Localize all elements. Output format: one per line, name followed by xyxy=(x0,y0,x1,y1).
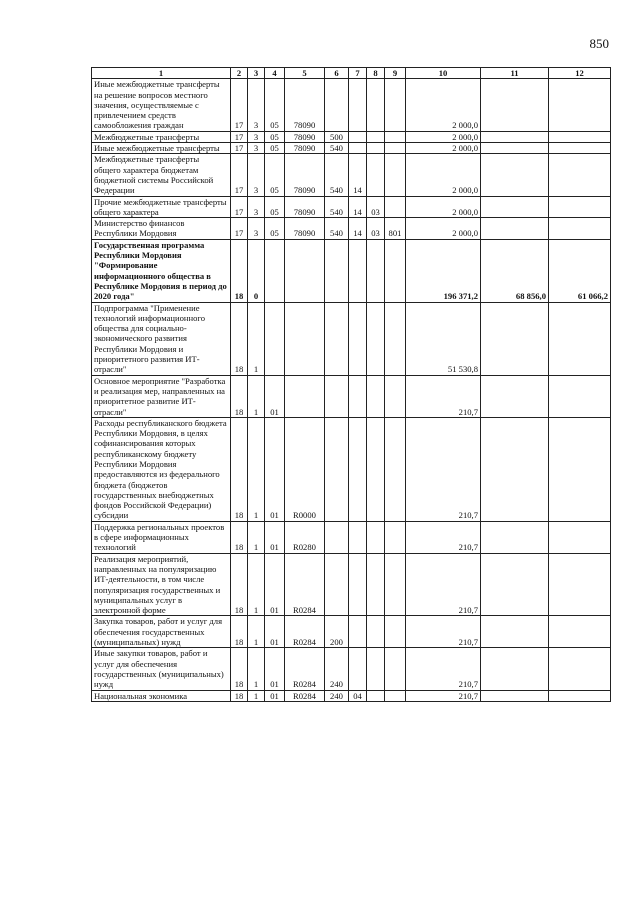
row-cell-5: R0284 xyxy=(285,690,325,701)
row-cell-2: 18 xyxy=(231,553,248,616)
row-cell-4: 01 xyxy=(265,553,285,616)
row-cell-4: 01 xyxy=(265,690,285,701)
row-cell-12 xyxy=(549,690,611,701)
row-cell-10: 2 000,0 xyxy=(406,143,481,154)
row-cell-7: 14 xyxy=(349,218,367,240)
row-cell-6 xyxy=(325,239,349,302)
row-cell-10: 2 000,0 xyxy=(406,131,481,142)
row-cell-2: 17 xyxy=(231,196,248,218)
row-description: Государственная программа Республики Мордовия "Формирование информационного общества в Республике Мордовия в период до 2020 года" xyxy=(92,239,231,302)
row-cell-11 xyxy=(481,143,549,154)
row-description: Расходы республиканского бюджета Республики Мордовия, в целях софинансирования которых республиканскому бюджету Республики Мордовия предоставляются из федерального бюджета (бюджетов государственных внебюджетных фондов Российской Федерации) субсидии xyxy=(92,417,231,521)
row-cell-2: 18 xyxy=(231,375,248,417)
row-cell-9 xyxy=(385,553,406,616)
row-cell-8 xyxy=(367,239,385,302)
row-cell-7: 14 xyxy=(349,154,367,196)
row-cell-12 xyxy=(549,648,611,690)
row-cell-9: 801 xyxy=(385,218,406,240)
row-cell-9 xyxy=(385,196,406,218)
row-cell-8 xyxy=(367,417,385,521)
row-cell-7 xyxy=(349,302,367,375)
row-cell-11 xyxy=(481,196,549,218)
row-cell-4: 01 xyxy=(265,616,285,648)
budget-table xyxy=(91,67,611,702)
row-cell-7 xyxy=(349,521,367,553)
row-cell-3: 0 xyxy=(248,239,265,302)
row-cell-5: 78090 xyxy=(285,196,325,218)
row-cell-12 xyxy=(549,302,611,375)
column-header: 11 xyxy=(481,68,549,79)
row-cell-8 xyxy=(367,375,385,417)
column-header: 7 xyxy=(349,68,367,79)
row-cell-10: 210,7 xyxy=(406,648,481,690)
row-cell-6: 540 xyxy=(325,218,349,240)
row-cell-4: 01 xyxy=(265,417,285,521)
row-cell-5: 78090 xyxy=(285,131,325,142)
row-cell-4: 05 xyxy=(265,79,285,131)
row-cell-10: 210,7 xyxy=(406,521,481,553)
row-cell-6: 240 xyxy=(325,690,349,701)
column-header: 6 xyxy=(325,68,349,79)
row-cell-8 xyxy=(367,143,385,154)
row-cell-11 xyxy=(481,553,549,616)
row-cell-10: 210,7 xyxy=(406,616,481,648)
row-cell-11 xyxy=(481,690,549,701)
row-cell-6 xyxy=(325,417,349,521)
row-cell-2: 18 xyxy=(231,616,248,648)
row-cell-11: 68 856,0 xyxy=(481,239,549,302)
row-cell-3: 3 xyxy=(248,218,265,240)
row-cell-6 xyxy=(325,553,349,616)
row-cell-2: 18 xyxy=(231,648,248,690)
row-cell-3: 3 xyxy=(248,131,265,142)
row-cell-4: 05 xyxy=(265,131,285,142)
row-cell-12 xyxy=(549,417,611,521)
row-description: Министерство финансов Республики Мордовия xyxy=(92,218,231,240)
row-cell-10: 210,7 xyxy=(406,553,481,616)
row-cell-7 xyxy=(349,375,367,417)
row-cell-5: R0280 xyxy=(285,521,325,553)
row-cell-3: 3 xyxy=(248,196,265,218)
row-cell-3: 1 xyxy=(248,302,265,375)
table-row xyxy=(92,218,611,240)
row-cell-12 xyxy=(549,143,611,154)
row-cell-2: 18 xyxy=(231,521,248,553)
table-row xyxy=(92,154,611,196)
column-header: 10 xyxy=(406,68,481,79)
row-cell-4 xyxy=(265,239,285,302)
row-cell-12 xyxy=(549,553,611,616)
table-row xyxy=(92,553,611,616)
row-cell-3: 3 xyxy=(248,154,265,196)
row-cell-8 xyxy=(367,154,385,196)
row-cell-8 xyxy=(367,616,385,648)
row-description: Иные межбюджетные трансферты xyxy=(92,143,231,154)
row-cell-6: 240 xyxy=(325,648,349,690)
table-row xyxy=(92,143,611,154)
row-description: Основное мероприятие "Разработка и реализация мер, направленных на приоритетное развитие ИТ-отрасли" xyxy=(92,375,231,417)
row-cell-11 xyxy=(481,417,549,521)
row-cell-8 xyxy=(367,131,385,142)
row-cell-5 xyxy=(285,302,325,375)
row-cell-10: 2 000,0 xyxy=(406,196,481,218)
row-cell-9 xyxy=(385,616,406,648)
table-row xyxy=(92,196,611,218)
row-cell-2: 17 xyxy=(231,154,248,196)
table-row xyxy=(92,648,611,690)
row-cell-5 xyxy=(285,375,325,417)
row-cell-5: R0284 xyxy=(285,616,325,648)
row-cell-6 xyxy=(325,375,349,417)
table-row xyxy=(92,79,611,131)
row-cell-3: 1 xyxy=(248,690,265,701)
row-cell-7 xyxy=(349,143,367,154)
row-cell-3: 3 xyxy=(248,143,265,154)
row-cell-10: 210,7 xyxy=(406,417,481,521)
row-cell-8: 03 xyxy=(367,218,385,240)
row-cell-5: R0000 xyxy=(285,417,325,521)
row-description: Иные межбюджетные трансферты на решение вопросов местного значения, осуществляемые с привлечением средств самообложения граждан xyxy=(92,79,231,131)
row-cell-8 xyxy=(367,79,385,131)
row-cell-9 xyxy=(385,131,406,142)
row-cell-9 xyxy=(385,375,406,417)
row-cell-7: 04 xyxy=(349,690,367,701)
row-cell-6: 540 xyxy=(325,143,349,154)
row-cell-7 xyxy=(349,239,367,302)
row-cell-9 xyxy=(385,521,406,553)
row-cell-2: 18 xyxy=(231,417,248,521)
row-cell-6 xyxy=(325,79,349,131)
row-cell-7 xyxy=(349,648,367,690)
row-cell-12 xyxy=(549,196,611,218)
row-cell-9 xyxy=(385,143,406,154)
column-header: 12 xyxy=(549,68,611,79)
row-cell-10: 2 000,0 xyxy=(406,79,481,131)
row-cell-8 xyxy=(367,553,385,616)
row-cell-6: 500 xyxy=(325,131,349,142)
row-cell-5: R0284 xyxy=(285,648,325,690)
row-cell-12 xyxy=(549,154,611,196)
row-cell-6: 200 xyxy=(325,616,349,648)
row-cell-4: 05 xyxy=(265,196,285,218)
row-description: Межбюджетные трансферты общего характера бюджетам бюджетной системы Российской Федерации xyxy=(92,154,231,196)
column-header: 2 xyxy=(231,68,248,79)
row-cell-4: 05 xyxy=(265,143,285,154)
column-header: 1 xyxy=(92,68,231,79)
table-row xyxy=(92,375,611,417)
table-row xyxy=(92,690,611,701)
row-cell-8 xyxy=(367,690,385,701)
row-cell-4 xyxy=(265,302,285,375)
row-cell-10: 210,7 xyxy=(406,690,481,701)
row-cell-5: 78090 xyxy=(285,218,325,240)
row-cell-3: 1 xyxy=(248,553,265,616)
row-cell-4: 01 xyxy=(265,648,285,690)
row-cell-11 xyxy=(481,521,549,553)
row-cell-5: R0284 xyxy=(285,553,325,616)
row-cell-9 xyxy=(385,79,406,131)
column-header: 5 xyxy=(285,68,325,79)
row-cell-4: 01 xyxy=(265,521,285,553)
table-row xyxy=(92,302,611,375)
row-cell-11 xyxy=(481,375,549,417)
row-cell-4: 05 xyxy=(265,218,285,240)
row-cell-10: 210,7 xyxy=(406,375,481,417)
row-description: Иные закупки товаров, работ и услуг для обеспечения государственных (муниципальных) нужд xyxy=(92,648,231,690)
row-cell-7 xyxy=(349,417,367,521)
row-cell-9 xyxy=(385,417,406,521)
row-cell-3: 3 xyxy=(248,79,265,131)
row-cell-9 xyxy=(385,302,406,375)
column-number-header-row xyxy=(92,68,611,79)
row-cell-11 xyxy=(481,154,549,196)
row-cell-6: 540 xyxy=(325,196,349,218)
row-cell-3: 1 xyxy=(248,616,265,648)
row-cell-10: 2 000,0 xyxy=(406,154,481,196)
row-cell-2: 17 xyxy=(231,131,248,142)
row-cell-4: 01 xyxy=(265,375,285,417)
column-header: 4 xyxy=(265,68,285,79)
table-row xyxy=(92,239,611,302)
row-cell-11 xyxy=(481,131,549,142)
row-cell-2: 18 xyxy=(231,690,248,701)
row-cell-12 xyxy=(549,375,611,417)
row-cell-6 xyxy=(325,302,349,375)
row-cell-3: 1 xyxy=(248,521,265,553)
row-cell-10: 196 371,2 xyxy=(406,239,481,302)
row-cell-2: 18 xyxy=(231,239,248,302)
row-cell-11 xyxy=(481,302,549,375)
row-cell-7 xyxy=(349,131,367,142)
row-cell-7: 14 xyxy=(349,196,367,218)
row-cell-10: 2 000,0 xyxy=(406,218,481,240)
row-cell-12 xyxy=(549,616,611,648)
row-cell-5: 78090 xyxy=(285,79,325,131)
row-cell-5: 78090 xyxy=(285,143,325,154)
row-cell-6 xyxy=(325,521,349,553)
table-row xyxy=(92,417,611,521)
row-cell-3: 1 xyxy=(248,648,265,690)
row-cell-3: 1 xyxy=(248,417,265,521)
row-cell-9 xyxy=(385,154,406,196)
row-cell-7 xyxy=(349,553,367,616)
row-description: Реализация мероприятий, направленных на популяризацию ИТ-деятельности, в том числе популяризация государственных и муниципальных услуг в электронной форме xyxy=(92,553,231,616)
row-cell-7 xyxy=(349,79,367,131)
row-cell-11 xyxy=(481,218,549,240)
row-cell-3: 1 xyxy=(248,375,265,417)
row-cell-9 xyxy=(385,648,406,690)
table-row xyxy=(92,616,611,648)
row-cell-7 xyxy=(349,616,367,648)
table-row xyxy=(92,521,611,553)
row-cell-12: 61 066,2 xyxy=(549,239,611,302)
row-cell-2: 17 xyxy=(231,79,248,131)
page-number: 850 xyxy=(589,36,609,51)
column-header: 9 xyxy=(385,68,406,79)
row-cell-11 xyxy=(481,616,549,648)
table-row xyxy=(92,131,611,142)
row-cell-2: 17 xyxy=(231,143,248,154)
row-description: Национальная экономика xyxy=(92,690,231,701)
row-cell-8 xyxy=(367,648,385,690)
row-description: Межбюджетные трансферты xyxy=(92,131,231,142)
row-cell-8 xyxy=(367,521,385,553)
row-cell-12 xyxy=(549,131,611,142)
row-cell-12 xyxy=(549,521,611,553)
row-cell-5: 78090 xyxy=(285,154,325,196)
row-cell-9 xyxy=(385,690,406,701)
row-cell-8: 03 xyxy=(367,196,385,218)
row-cell-2: 18 xyxy=(231,302,248,375)
row-cell-2: 17 xyxy=(231,218,248,240)
row-description: Прочие межбюджетные трансферты общего характера xyxy=(92,196,231,218)
row-cell-6: 540 xyxy=(325,154,349,196)
column-header: 3 xyxy=(248,68,265,79)
row-description: Поддержка региональных проектов в сфере информационных технологий xyxy=(92,521,231,553)
row-description: Закупка товаров, работ и услуг для обеспечения государственных (муниципальных) нужд xyxy=(92,616,231,648)
row-cell-11 xyxy=(481,79,549,131)
row-cell-11 xyxy=(481,648,549,690)
row-cell-5 xyxy=(285,239,325,302)
row-cell-12 xyxy=(549,79,611,131)
row-cell-12 xyxy=(549,218,611,240)
row-cell-8 xyxy=(367,302,385,375)
column-header: 8 xyxy=(367,68,385,79)
row-cell-10: 51 530,8 xyxy=(406,302,481,375)
row-cell-9 xyxy=(385,239,406,302)
row-description: Подпрограмма "Применение технологий информационного общества для социально-экономического развития Республики Мордовия и приоритетного развития ИТ-отрасли" xyxy=(92,302,231,375)
row-cell-4: 05 xyxy=(265,154,285,196)
